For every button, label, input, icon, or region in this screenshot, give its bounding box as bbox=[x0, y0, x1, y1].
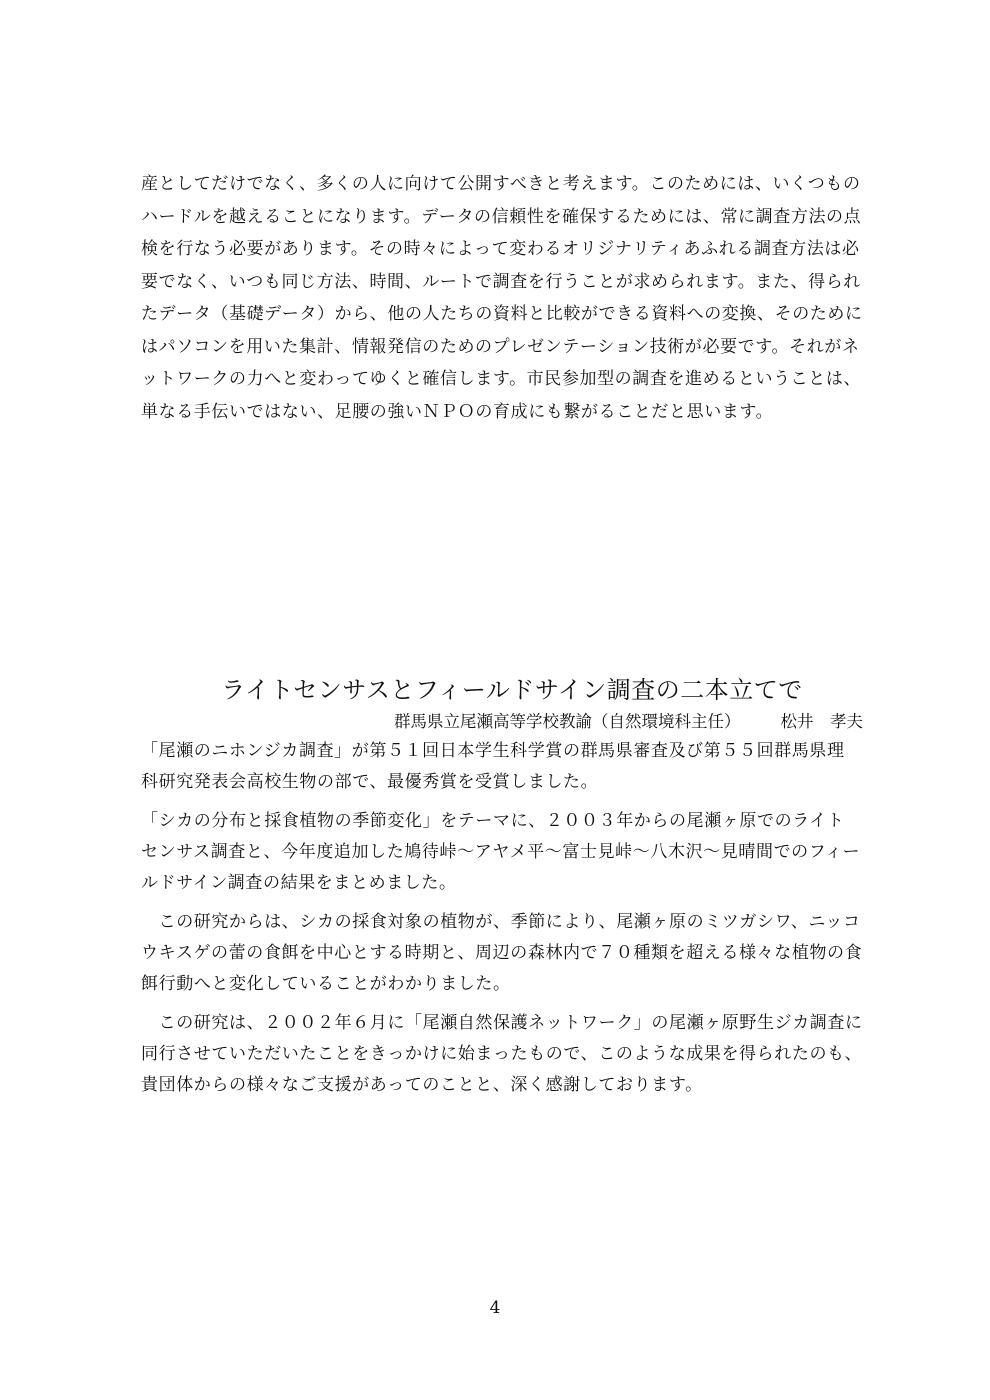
text-line: 産としてだけでなく、多くの人に向けて公開すべきと考えます。このためには、いくつもの bbox=[141, 174, 861, 194]
continued-paragraph bbox=[141, 168, 863, 428]
text-line: はパソコンを用いた集計、情報発信のためのプレゼンテーション技術が必要です。それがネ bbox=[141, 336, 860, 357]
article-paragraph bbox=[141, 907, 863, 1000]
author-affiliation: 群馬県立尾瀬高等学校教諭（自然環境科主任） bbox=[394, 712, 741, 731]
text-line: ットワークの力へと変わってゆくと確信します。市民参加型の調査を進めるということは、 bbox=[141, 369, 862, 389]
author-name: 松井 孝夫 bbox=[780, 712, 863, 731]
text-line: 単なる手伝いではない、足腰の強いＮＰＯの育成にも繋がることだと思います。 bbox=[141, 401, 774, 422]
text-line: 「シカの分布と採食植物の季節変化」をテーマに、２００３年からの尾瀬ヶ原でのライト bbox=[141, 811, 845, 831]
article-paragraph bbox=[141, 806, 863, 899]
byline bbox=[141, 708, 863, 736]
article-title: ライトセンサスとフィールドサイン調査の二本立てで bbox=[221, 676, 803, 704]
text-line: たデータ（基礎データ）から、他の人たちの資料と比較ができる資料への変換、そのために bbox=[141, 304, 863, 324]
text-line: 要でなく、いつも同じ方法、時間、ルートで調査を行うことが求められます。また、得られ bbox=[141, 271, 861, 292]
text-line: 「尾瀬のニホンジカ調査」が第５１回日本学生科学賞の群馬県審査及び第５５回群馬県理 bbox=[141, 741, 845, 761]
text-line: この研究からは、シカの採食対象の植物が、季節により、尾瀬ヶ原のミツガシワ、ニッコ bbox=[141, 912, 861, 932]
text-line: ハードルを越えることになります。データの信頼性を確保するためには、常に調査方法の点 bbox=[141, 206, 862, 227]
text-line: この研究は、２００２年６月に「尾瀬自然保護ネットワーク」の尾瀬ヶ原野生ジカ調査に bbox=[141, 1013, 863, 1033]
article-paragraph bbox=[141, 1008, 863, 1101]
text-line: 餌行動へと変化していることがわかりました。 bbox=[141, 974, 511, 994]
text-line: 検を行なう必要があります。その時々によって変わるオリジナリティあふれる調査方法は必 bbox=[141, 239, 860, 259]
text-line: 科研究発表会高校生物の部で、最優秀賞を受賞しました。 bbox=[141, 772, 599, 792]
text-line: ルドサイン調査の結果をまとめました。 bbox=[141, 873, 457, 893]
text-line: 同行させていただいたことをきっかけに始まったもので、このような成果を得られたのも、 bbox=[141, 1044, 863, 1064]
text-line: 貴団体からの様々なご支援があってのことと、深く感謝しております。 bbox=[141, 1075, 703, 1095]
text-line: センサス調査と、今年度追加した鳩待峠～アヤメ平～富士見峠～八木沢～見晴間でのフィー bbox=[141, 842, 861, 862]
article-paragraph bbox=[141, 736, 863, 798]
page-number: 4 bbox=[489, 1298, 501, 1318]
article bbox=[141, 672, 863, 1109]
text-line: ウキスゲの蕾の食餌を中心とする時期と、周辺の森林内で７０種類を超える様々な植物の食 bbox=[141, 943, 863, 963]
